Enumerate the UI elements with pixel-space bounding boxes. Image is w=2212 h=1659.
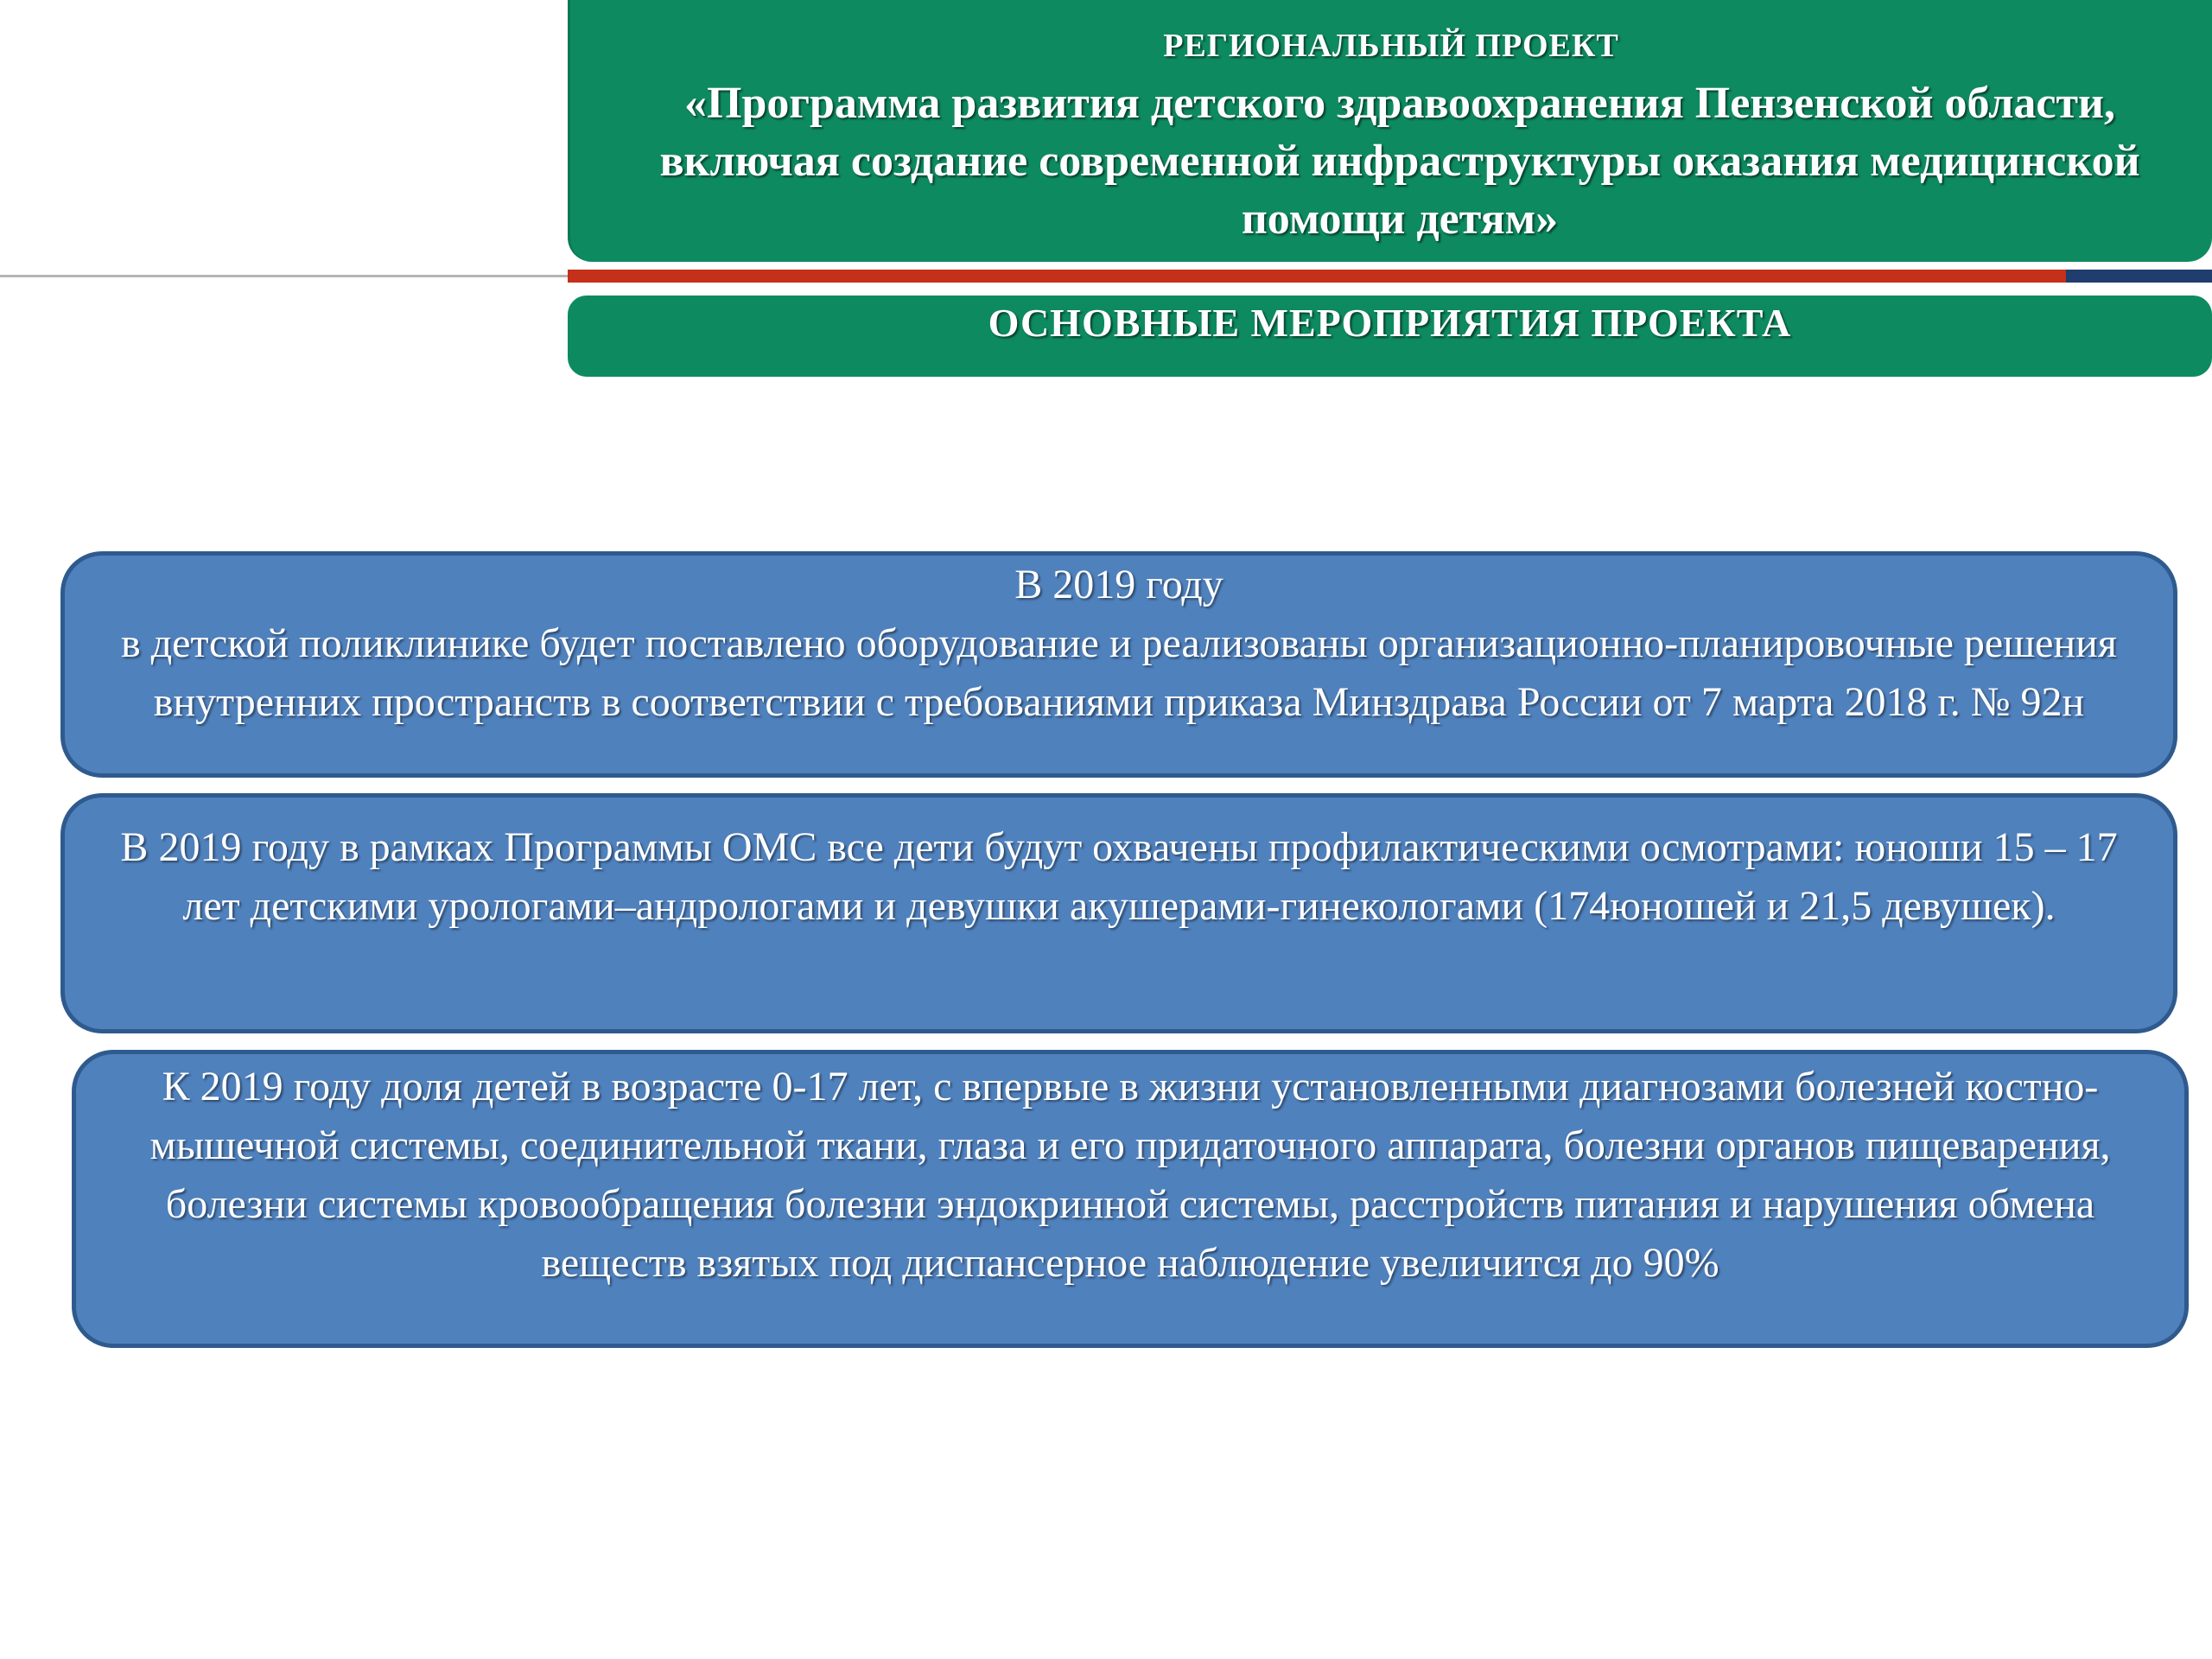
header-banner — [568, 0, 2212, 262]
navy-accent-stripe — [2066, 270, 2212, 283]
red-accent-stripe — [568, 270, 2066, 283]
measure-box-2 — [60, 793, 2177, 1033]
project-title: «Программа развития детского здравоохранения Пензенской области, включая создание современной инфраструктуры оказания медицинской помощи детям» — [659, 79, 2140, 244]
measure-text-2: В 2019 году в рамках Программы ОМС все дети будут охвачены профилактическими осмотрами: юноши 15 – 17 лет детскими урологами–андрологами и девушки акушерами-гинекологами (174юношей и 21,5 девушек). — [120, 824, 2118, 929]
grey-divider-line — [0, 275, 568, 277]
measure-text-1: В 2019 году в детской поликлинике будет поставлено оборудование и реализованы организационно-планировочные решения внутренних пространств в соответствии с требованиями приказа Минздрава России от 7 марта 2018 г. № 92н — [121, 562, 2117, 725]
measure-text-3: К 2019 году доля детей в возрасте 0-17 лет, с впервые в жизни установленными диагнозами болезней костно-мышечной системы, соединительной ткани, глаза и его придаточного аппарата, болезни органов пищеварения, болезни системы кровообращения болезни эндокринной системы, расстройств питания и нарушения обмена веществ взятых под диспансерное наблюдение увеличится до 90% — [149, 1064, 2111, 1286]
measure-box-3 — [72, 1050, 2189, 1348]
measure-box-1 — [60, 551, 2177, 778]
header-kicker: РЕГИОНАЛЬНЫЙ ПРОЕКТ — [1163, 28, 1619, 64]
section-heading: ОСНОВНЫЕ МЕРОПРИЯТИЯ ПРОЕКТА — [568, 296, 2212, 377]
